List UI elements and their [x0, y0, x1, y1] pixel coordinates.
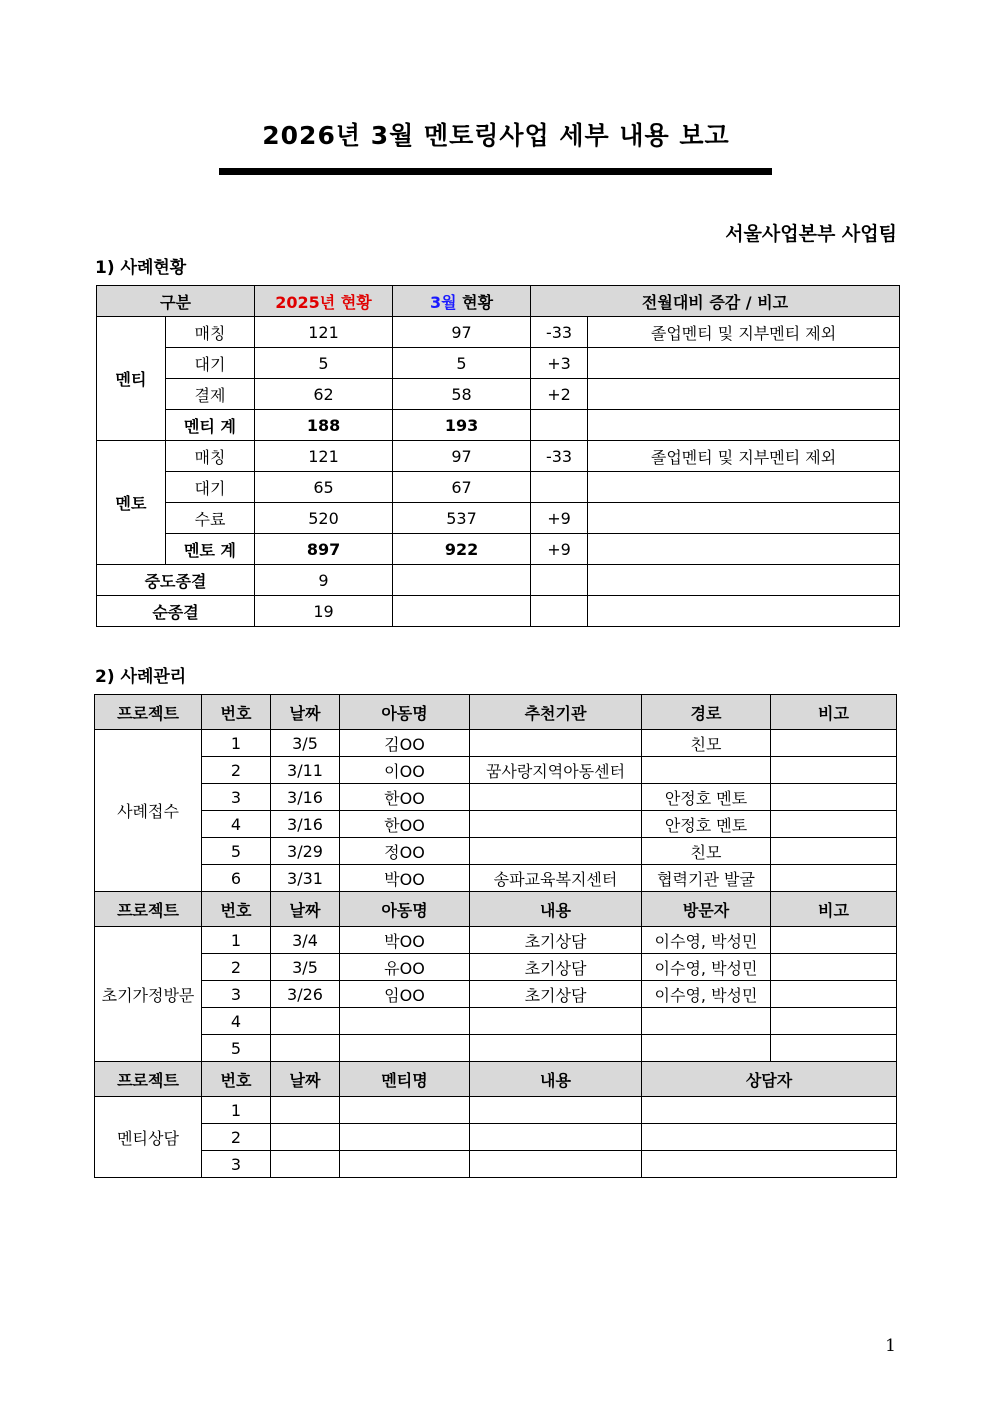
value-2025: 897 [255, 534, 393, 565]
case-cell [771, 954, 897, 981]
status-row [97, 379, 900, 410]
case-cell [771, 784, 897, 811]
case-header-cell: 상담자 [642, 1062, 897, 1097]
status-row [97, 410, 900, 441]
value-delta [531, 410, 588, 441]
case-row-visit [95, 954, 897, 981]
status-row [97, 441, 900, 472]
organization-name: 서울사업본부 사업팀 [725, 223, 897, 245]
case-cell [470, 1035, 642, 1062]
case-row-counsel [95, 1151, 897, 1178]
case-header-cell: 멘티명 [340, 1062, 470, 1097]
sub-category: 수료 [166, 503, 255, 534]
case-cell: 3 [202, 1151, 271, 1178]
value-note: 졸업멘티 및 지부멘티 제외 [588, 317, 900, 348]
status-table [96, 285, 900, 627]
sub-category: 결제 [166, 379, 255, 410]
case-header-cell: 내용 [470, 1062, 642, 1097]
case-cell: 4 [202, 1008, 271, 1035]
case-cell [771, 1035, 897, 1062]
case-cell [470, 1124, 642, 1151]
case-cell [470, 1097, 642, 1124]
case-header-cell: 추천기관 [470, 695, 642, 730]
case-header-row-counsel [95, 1062, 897, 1097]
header-march-suffix: 현황 [456, 292, 494, 312]
header-march-month: 3월 [429, 292, 457, 312]
value-2025: 19 [255, 596, 393, 627]
case-cell: 3/5 [271, 730, 340, 757]
page-number: 1 [885, 1336, 896, 1356]
case-cell [771, 838, 897, 865]
status-row [97, 534, 900, 565]
extra-label: 중도종결 [97, 565, 255, 596]
case-cell: 송파교육복지센터 [470, 865, 642, 892]
value-2025: 121 [255, 441, 393, 472]
header-2025-year: 2025년 [275, 292, 336, 312]
case-cell: 박OO [340, 865, 470, 892]
sub-category: 대기 [166, 348, 255, 379]
project-label: 멘티상담 [95, 1097, 202, 1178]
value-march: 537 [393, 503, 531, 534]
status-row [97, 503, 900, 534]
case-header-cell: 비고 [771, 892, 897, 927]
value-note [588, 410, 900, 441]
case-cell [470, 811, 642, 838]
case-cell: 한OO [340, 811, 470, 838]
value-delta [531, 472, 588, 503]
group-label: 멘토 [97, 441, 166, 565]
value-delta [531, 565, 588, 596]
value-delta: -33 [531, 441, 588, 472]
case-cell: 유OO [340, 954, 470, 981]
case-cell: 1 [202, 927, 271, 954]
case-header-cell: 프로젝트 [95, 892, 202, 927]
case-row-visit [95, 1035, 897, 1062]
value-note [588, 534, 900, 565]
value-march: 922 [393, 534, 531, 565]
value-2025: 121 [255, 317, 393, 348]
case-cell [771, 981, 897, 1008]
case-cell [470, 784, 642, 811]
status-header-row [97, 286, 900, 317]
case-cell [642, 1008, 771, 1035]
case-cell: 3 [202, 784, 271, 811]
case-cell: 친모 [642, 730, 771, 757]
case-cell: 3/29 [271, 838, 340, 865]
value-march: 193 [393, 410, 531, 441]
case-cell [642, 1097, 897, 1124]
status-row [97, 348, 900, 379]
case-cell [771, 865, 897, 892]
case-cell [771, 730, 897, 757]
case-cell [771, 1008, 897, 1035]
case-cell [771, 927, 897, 954]
case-header-cell: 내용 [470, 892, 642, 927]
case-cell: 이수영, 박성민 [642, 954, 771, 981]
case-cell: 1 [202, 730, 271, 757]
case-row-intake [95, 811, 897, 838]
value-delta: +3 [531, 348, 588, 379]
status-row [97, 596, 900, 627]
case-cell: 3/4 [271, 927, 340, 954]
case-cell: 2 [202, 954, 271, 981]
case-cell [771, 757, 897, 784]
sub-category: 매칭 [166, 317, 255, 348]
value-note [588, 348, 900, 379]
case-cell [470, 730, 642, 757]
case-row-visit [95, 1008, 897, 1035]
case-cell: 초기상담 [470, 981, 642, 1008]
case-cell: 5 [202, 1035, 271, 1062]
case-cell [771, 811, 897, 838]
value-2025: 188 [255, 410, 393, 441]
case-header-cell: 날짜 [271, 892, 340, 927]
case-cell: 6 [202, 865, 271, 892]
case-cell [470, 1008, 642, 1035]
value-delta: +9 [531, 503, 588, 534]
case-header-cell: 방문자 [642, 892, 771, 927]
case-row-intake [95, 784, 897, 811]
case-header-cell: 경로 [642, 695, 771, 730]
case-cell [470, 838, 642, 865]
header-category: 구분 [97, 286, 255, 317]
case-header-cell: 아동명 [340, 892, 470, 927]
case-header-cell: 번호 [202, 892, 271, 927]
value-note [588, 472, 900, 503]
value-march [393, 596, 531, 627]
case-cell: 3/26 [271, 981, 340, 1008]
case-cell [340, 1097, 470, 1124]
case-cell [271, 1035, 340, 1062]
case-cell: 안정호 멘토 [642, 784, 771, 811]
case-header-cell: 아동명 [340, 695, 470, 730]
case-cell: 박OO [340, 927, 470, 954]
case-header-cell: 날짜 [271, 1062, 340, 1097]
case-header-row-visit [95, 892, 897, 927]
case-cell [340, 1008, 470, 1035]
case-cell [642, 1151, 897, 1178]
case-cell: 안정호 멘토 [642, 811, 771, 838]
case-cell: 3 [202, 981, 271, 1008]
case-row-visit [95, 927, 897, 954]
value-note [588, 379, 900, 410]
value-delta: +9 [531, 534, 588, 565]
case-cell [340, 1035, 470, 1062]
sub-category: 매칭 [166, 441, 255, 472]
case-cell: 한OO [340, 784, 470, 811]
case-cell: 2 [202, 1124, 271, 1151]
case-cell [271, 1124, 340, 1151]
case-cell: 친모 [642, 838, 771, 865]
value-2025: 9 [255, 565, 393, 596]
extra-label: 순종결 [97, 596, 255, 627]
case-row-counsel [95, 1097, 897, 1124]
header-change: 전월대비 증감 / 비고 [531, 286, 900, 317]
sub-category: 멘토 계 [166, 534, 255, 565]
value-note: 졸업멘티 및 지부멘티 제외 [588, 441, 900, 472]
value-note [588, 503, 900, 534]
status-row [97, 565, 900, 596]
value-2025: 65 [255, 472, 393, 503]
section-heading-case: 2) 사례관리 [95, 667, 187, 687]
case-row-intake [95, 730, 897, 757]
header-2025-suffix: 현황 [335, 292, 372, 312]
case-cell: 김OO [340, 730, 470, 757]
case-cell: 초기상담 [470, 954, 642, 981]
sub-category: 대기 [166, 472, 255, 503]
case-cell: 3/5 [271, 954, 340, 981]
case-cell: 3/16 [271, 811, 340, 838]
case-row-visit [95, 981, 897, 1008]
case-cell: 협력기관 발굴 [642, 865, 771, 892]
case-cell: 3/16 [271, 784, 340, 811]
case-header-cell: 비고 [771, 695, 897, 730]
value-march: 97 [393, 441, 531, 472]
case-row-counsel [95, 1124, 897, 1151]
case-cell: 이수영, 박성민 [642, 981, 771, 1008]
value-2025: 520 [255, 503, 393, 534]
case-cell [271, 1008, 340, 1035]
value-march: 97 [393, 317, 531, 348]
case-header-cell: 프로젝트 [95, 695, 202, 730]
status-row [97, 317, 900, 348]
case-row-intake [95, 757, 897, 784]
value-delta: +2 [531, 379, 588, 410]
case-cell: 정OO [340, 838, 470, 865]
case-cell [271, 1151, 340, 1178]
value-2025: 5 [255, 348, 393, 379]
project-label: 초기가정방문 [95, 927, 202, 1062]
case-cell: 초기상담 [470, 927, 642, 954]
case-row-intake [95, 865, 897, 892]
value-march [393, 565, 531, 596]
case-cell [271, 1097, 340, 1124]
case-cell: 5 [202, 838, 271, 865]
case-cell [642, 757, 771, 784]
case-cell: 임OO [340, 981, 470, 1008]
status-row [97, 472, 900, 503]
value-march: 58 [393, 379, 531, 410]
project-label: 사례접수 [95, 730, 202, 892]
case-cell: 꿈사랑지역아동센터 [470, 757, 642, 784]
case-header-row-intake [95, 695, 897, 730]
value-note [588, 596, 900, 627]
case-header-cell: 번호 [202, 695, 271, 730]
case-cell: 2 [202, 757, 271, 784]
sub-category: 멘티 계 [166, 410, 255, 441]
case-table [94, 694, 897, 1178]
case-cell: 3/31 [271, 865, 340, 892]
page-title: 2026년 3월 멘토링사업 세부 내용 보고 [262, 121, 730, 150]
case-cell [340, 1151, 470, 1178]
case-cell: 이수영, 박성민 [642, 927, 771, 954]
case-header-cell: 프로젝트 [95, 1062, 202, 1097]
case-cell: 이OO [340, 757, 470, 784]
group-label: 멘티 [97, 317, 166, 441]
case-cell: 3/11 [271, 757, 340, 784]
case-header-cell: 번호 [202, 1062, 271, 1097]
case-cell: 1 [202, 1097, 271, 1124]
case-cell [470, 1151, 642, 1178]
value-march: 5 [393, 348, 531, 379]
title-underline [219, 168, 772, 175]
value-march: 67 [393, 472, 531, 503]
case-cell: 4 [202, 811, 271, 838]
value-note [588, 565, 900, 596]
value-delta [531, 596, 588, 627]
case-cell [340, 1124, 470, 1151]
value-2025: 62 [255, 379, 393, 410]
section-heading-status: 1) 사례현황 [95, 258, 187, 278]
value-delta: -33 [531, 317, 588, 348]
header-march-status [393, 286, 531, 317]
header-2025-status [255, 286, 393, 317]
case-header-cell: 날짜 [271, 695, 340, 730]
case-cell [642, 1035, 771, 1062]
case-cell [642, 1124, 897, 1151]
case-row-intake [95, 838, 897, 865]
